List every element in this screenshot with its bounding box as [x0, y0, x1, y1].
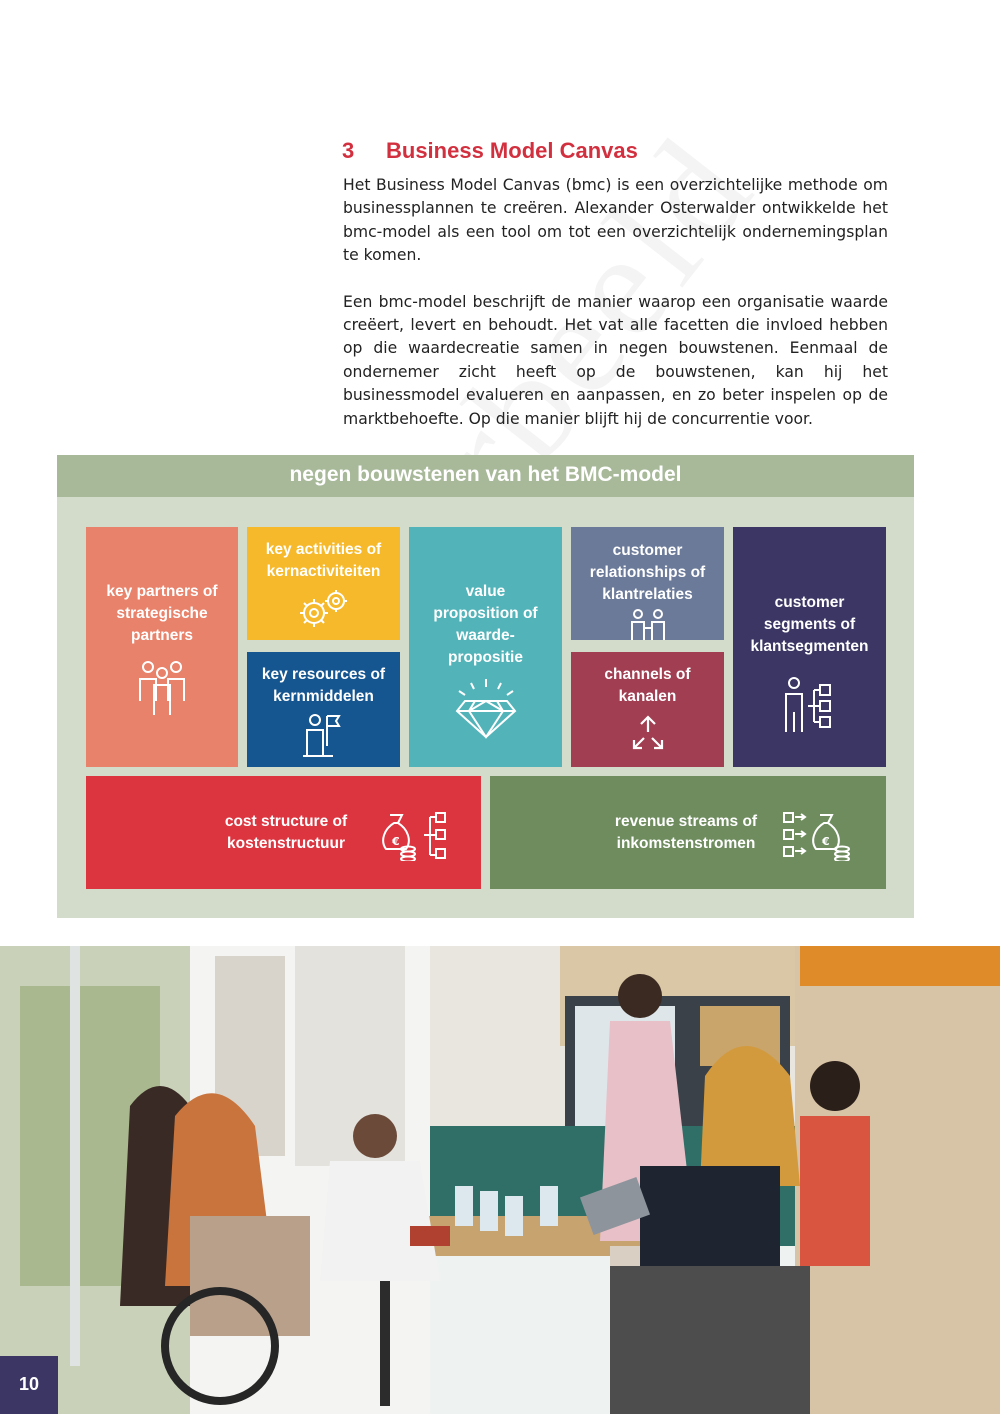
section-title: Business Model Canvas — [386, 138, 638, 163]
meeting-photo — [0, 946, 1000, 1414]
block-customer-segments — [733, 527, 886, 767]
block-key-partners — [86, 527, 238, 767]
gears-icon — [294, 587, 354, 631]
meeting-photo-illustration — [0, 946, 1000, 1414]
cost-structure-label: cost structure of kostenstructuur — [224, 813, 348, 852]
diamond-icon — [451, 677, 521, 739]
diagram-title: negen bouwstenen van het BMC-model — [57, 455, 914, 497]
section-heading — [342, 138, 638, 164]
block-key-resources — [247, 652, 400, 767]
paragraph-2: Een bmc-model beschrijft de manier waarop een organisatie waarde creëert, levert en behoudt. Het vat alle facetten die invloed hebben op die waardecreatie samen in negen bouwstenen. Eenmaal de ondernemer zicht heeft op de bouwstenen, kan hij het businessmodel evalueren en aanpassen, en zo beter inspelen op de marktbehoefte. Op die manier blijft hij de concurrentie voor. — [343, 292, 888, 428]
revenue-streams-label: revenue streams of inkomstenstromen — [614, 813, 758, 852]
person-segments-icon — [780, 676, 840, 736]
section-number: 3 — [342, 138, 355, 163]
block-channels — [571, 652, 724, 767]
bmc-diagram — [57, 455, 914, 918]
page-number: 10 — [0, 1356, 58, 1414]
people-group-icon — [132, 657, 192, 717]
key-partners-label: key partners of strategische partners — [106, 583, 218, 644]
value-proposition-label: value proposition of waarde-propositie — [433, 583, 538, 666]
key-resources-label: key resources of kernmiddelen — [261, 666, 386, 705]
block-value-proposition — [409, 527, 562, 767]
svg-text:€: € — [392, 835, 400, 848]
channels-label: channels of kanalen — [604, 666, 691, 705]
paragraph-1: Het Business Model Canvas (bmc) is een overzichtelijke methode om businessplannen te creëren. Alexander Osterwalder ontwikkelde het bmc-model als een tool om tot een overzichtelijk ondernemingsplan te komen. — [343, 176, 888, 265]
customer-segments-label: customer segments of klantsegmenten — [750, 594, 869, 655]
arrows-icon — [628, 714, 668, 754]
block-revenue-streams — [490, 776, 886, 889]
money-bag-icon — [378, 809, 458, 861]
person-flag-icon — [299, 712, 349, 758]
svg-text:€: € — [822, 835, 830, 848]
key-activities-label: key activities of kernactiviteiten — [265, 541, 382, 580]
handshake-people-icon — [628, 608, 668, 642]
customer-relationships-label: customer relationships of klantrelaties — [589, 542, 706, 603]
block-cost-structure — [86, 776, 481, 889]
body-text — [343, 174, 888, 454]
block-key-activities — [247, 527, 400, 640]
block-customer-relationships — [571, 527, 724, 640]
revenue-icon — [782, 809, 862, 861]
